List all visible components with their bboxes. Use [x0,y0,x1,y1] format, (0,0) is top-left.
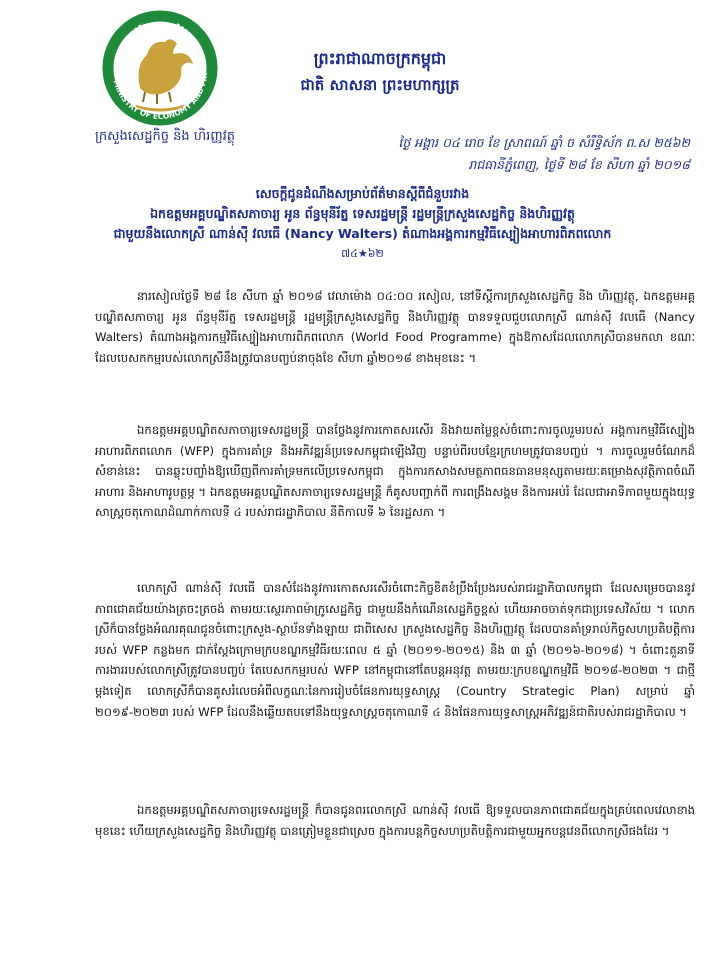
paragraph-3-text: លោកស្រី ណាន់ស៊ី វលធើ បានសំដែងនូវការកោតសរសើរចំពោះកិច្ចខិតខំប្រឹងប្រែងរបស់រាជរដ្ឋាភិបាលកម្ពុជា ដែលសម្រេចបាននូវភាពជោគជ័យយ៉ាងត្រចះត្រចង់ តាមរយៈស្ថេរភាពម៉ាក្រូសេដ្ឋកិច្ច ជាមួយនឹងកំណើនសេដ្ឋកិច្ចខ្ពស់ ហើយអាចចាត់ទុកជាប្រទេសវិស័យ ។ លោកស្រីក៏បានថ្លែងអំណរគុណជូនចំពោះក្រសួង-ស្ថាប័នទាំងឡាយ ជាពិសេស ក្រសួងសេដ្ឋកិច្ច និងហិរញ្ញវត្ថុ ដែលបានគាំទ្ររាល់កិច្ចសហប្រតិបត្តិការរបស់ WFP កន្លងមក ជាក់ស្តែងក្រោមក្របខណ្ឌកម្មវិធីរយៈពេល ៥ ឆ្នាំ (២០១១-២០១៥) និង ៣ ឆ្នាំ (២០១៦-២០១៨) ។ ចំពោះតួនាទីការងាររបស់លោកស្រីត្រូវបានបញ្ចប់ តែបេសកកម្មរបស់ WFP នៅកម្ពុជានៅតែបន្តអនុវត្ត តាមរយៈក្របខណ្ឌកម្មវិធី ២០១៨-២០២៣ ។ ជាថ្មីម្តងទៀត លោកស្រីក៏បានគូសរំលេចអំពីលក្ខណៈនៃការរៀបចំផែនការយុទ្ធសាស្ត្រ (Country Strategic Plan) សម្រាប់ ឆ្នាំ ២០១៩-២០២៣ របស់ WFP ដែលនឹងឆ្លើយតបទៅនឹងយុទ្ធសាស្ត្រចតុកោណទី ៤ និងផែនការយុទ្ធសាស្ត្រអភិវឌ្ឍន៍ជាតិរបស់រាជរដ្ឋាភិបាល ។ [95,581,695,719]
paragraph-3 [95,578,695,722]
kingdom-name: ព្រះរាជាណាចក្រកម្ពុជា [313,49,447,68]
paragraph-4 [95,800,695,841]
date-block [340,132,690,176]
paragraph-1-text: នារសៀលថ្ងៃទី ២៨ ខែ សីហា ឆ្នាំ ២០១៨ វេលាម៉ោង ០៤:០០ រសៀល, នៅទីស្តីការក្រសួងសេដ្ឋកិច្ច និង ហិរញ្ញវត្ថុ, ឯកឧត្តមអគ្គបណ្ឌិតសភាចារ្យ អូន ព័ន្ធមុនីរ័ត្ន ទេសរដ្ឋមន្ត្រី រដ្ឋមន្ត្រីក្រសួងសេដ្ឋកិច្ច និងហិរញ្ញវត្ថុ បានទទួលជួបលោកស្រី ណាន់ស៊ី វលធើ (Nancy Walters) តំណាងអង្គការកម្មវិធីស្បៀងអាហារពិភពលោក (World Food Programme) ក្នុងឱកាសដែលលោកស្រីបានមកលា ខណៈដែលបេសកកម្មរបស់លោកស្រីនឹងត្រូវបានបញ្ចប់នាចុងខែ សីហា ឆ្នាំ២០១៨ ខាងមុខនេះ ។ [95,289,695,365]
ministry-name: ក្រសួងសេដ្ឋកិច្ច និង ហិរញ្ញវត្ថុ [94,129,236,144]
ministry-seal-icon [85,10,235,130]
title-ornament: ៧៤★៦២ [341,247,384,260]
title-line-1: សេចក្តីជូនដំណឹងសម្រាប់ព័ត៌មានស្តីពីជំនួបរវាង [255,186,470,201]
paragraph-2-text: ឯកឧត្តមអគ្គបណ្ឌិតសភាចារ្យទេសរដ្ឋមន្ត្រី បានថ្លែងនូវការកោតសរសើរ និងវាយតម្លៃខ្ពស់ចំពោះការចូលរួមរបស់ អង្គការកម្មវិធីស្បៀងអាហារពិភពលោក (WFP) ក្នុងការគាំទ្រ និងអភិវឌ្ឍន៍ប្រទេសកម្ពុជាឡើងវិញ បន្ទាប់ពីរបបខ្មែរក្រហមត្រូវបានបញ្ចប់ ។ ការចូលរួមចំណែកដ៏សំខាន់នេះ បានឆ្លុះបញ្ចាំងឱ្យឃើញពីការគាំទ្រមកលើប្រទេសកម្ពុជា ក្នុងការកសាងសមត្ថភាពធនធានមនុស្សតាមរយៈគម្រោងសុវត្ថិភាពចំណីអាហារ និងអាហារូបត្ថម្ភ ។ ឯកឧត្តមអគ្គបណ្ឌិតសភាចារ្យទេសរដ្ឋមន្ត្រី ក៏គូសបញ្ជាក់ពី ការពង្រឹងសង្គម និងការអប់រំ ដែលជាអាទិភាពមួយក្នុងយុទ្ធសាស្ត្រចតុកោណដំណាក់កាលទី ៤ របស់រាជរដ្ឋាភិបាល នីតិកាលទី ៦ នៃរដ្ឋសភា ។ [95,423,695,520]
national-motto: ជាតិ សាសនា ព្រះមហាក្សត្រ [300,76,460,94]
lunar-date: ថ្ងៃ អង្គារ ០៤ រោច ខែ ស្រាពណ៍ ឆ្នាំ ច សំរឹទ្ធិស័ក ព.ស ២៥៦២ [398,135,690,150]
ministry-logo [85,10,235,130]
kingdom-header [260,48,500,98]
title-line-2: ឯកឧត្តមអគ្គបណ្ឌិតសភាចារ្យ អូន ព័ន្ធមុនីរ័ត្ន ទេសរដ្ឋមន្ត្រី រដ្ឋមន្ត្រីក្រសួងសេដ្ឋកិច្ច និងហិរញ្ញវត្ថុ [150,206,575,221]
solar-date: រាជធានីភ្នំពេញ, ថ្ងៃទី ២៨ ខែ សីហា ឆ្នាំ ២០១៨ [468,157,690,172]
svg-text:MINISTRY OF ECONOMY AND FINANC: MINISTRY OF ECONOMY AND FIN [111,72,210,122]
press-release-title [90,184,635,264]
paragraph-4-text: ឯកឧត្តមអគ្គបណ្ឌិតសភាចារ្យទេសរដ្ឋមន្ត្រី ក៏បានជូនពរលោកស្រី ណាន់ស៊ី វលធើ ឱ្យទទួលបានភាពជោគជ័យក្នុងគ្រប់ពេលវេលាខាងមុខនេះ ហើយក្រសួងសេដ្ឋកិច្ច និងហិរញ្ញវត្ថុ បានត្រៀមខ្លួនជាស្រេច ក្នុងការបន្តកិច្ចសហប្រតិបត្តិការជាមួយអ្នកបន្តវេនពីលោកស្រីផងដែរ ។ [95,803,695,838]
title-line-3: ជាមួយនឹងលោកស្រី ណាន់ស៊ី វលធើ (Nancy Walters) តំណាងអង្គការកម្មវិធីស្បៀងអាហារពិភពលោក [113,226,612,241]
paragraph-1 [95,286,695,368]
paragraph-2 [95,420,695,523]
